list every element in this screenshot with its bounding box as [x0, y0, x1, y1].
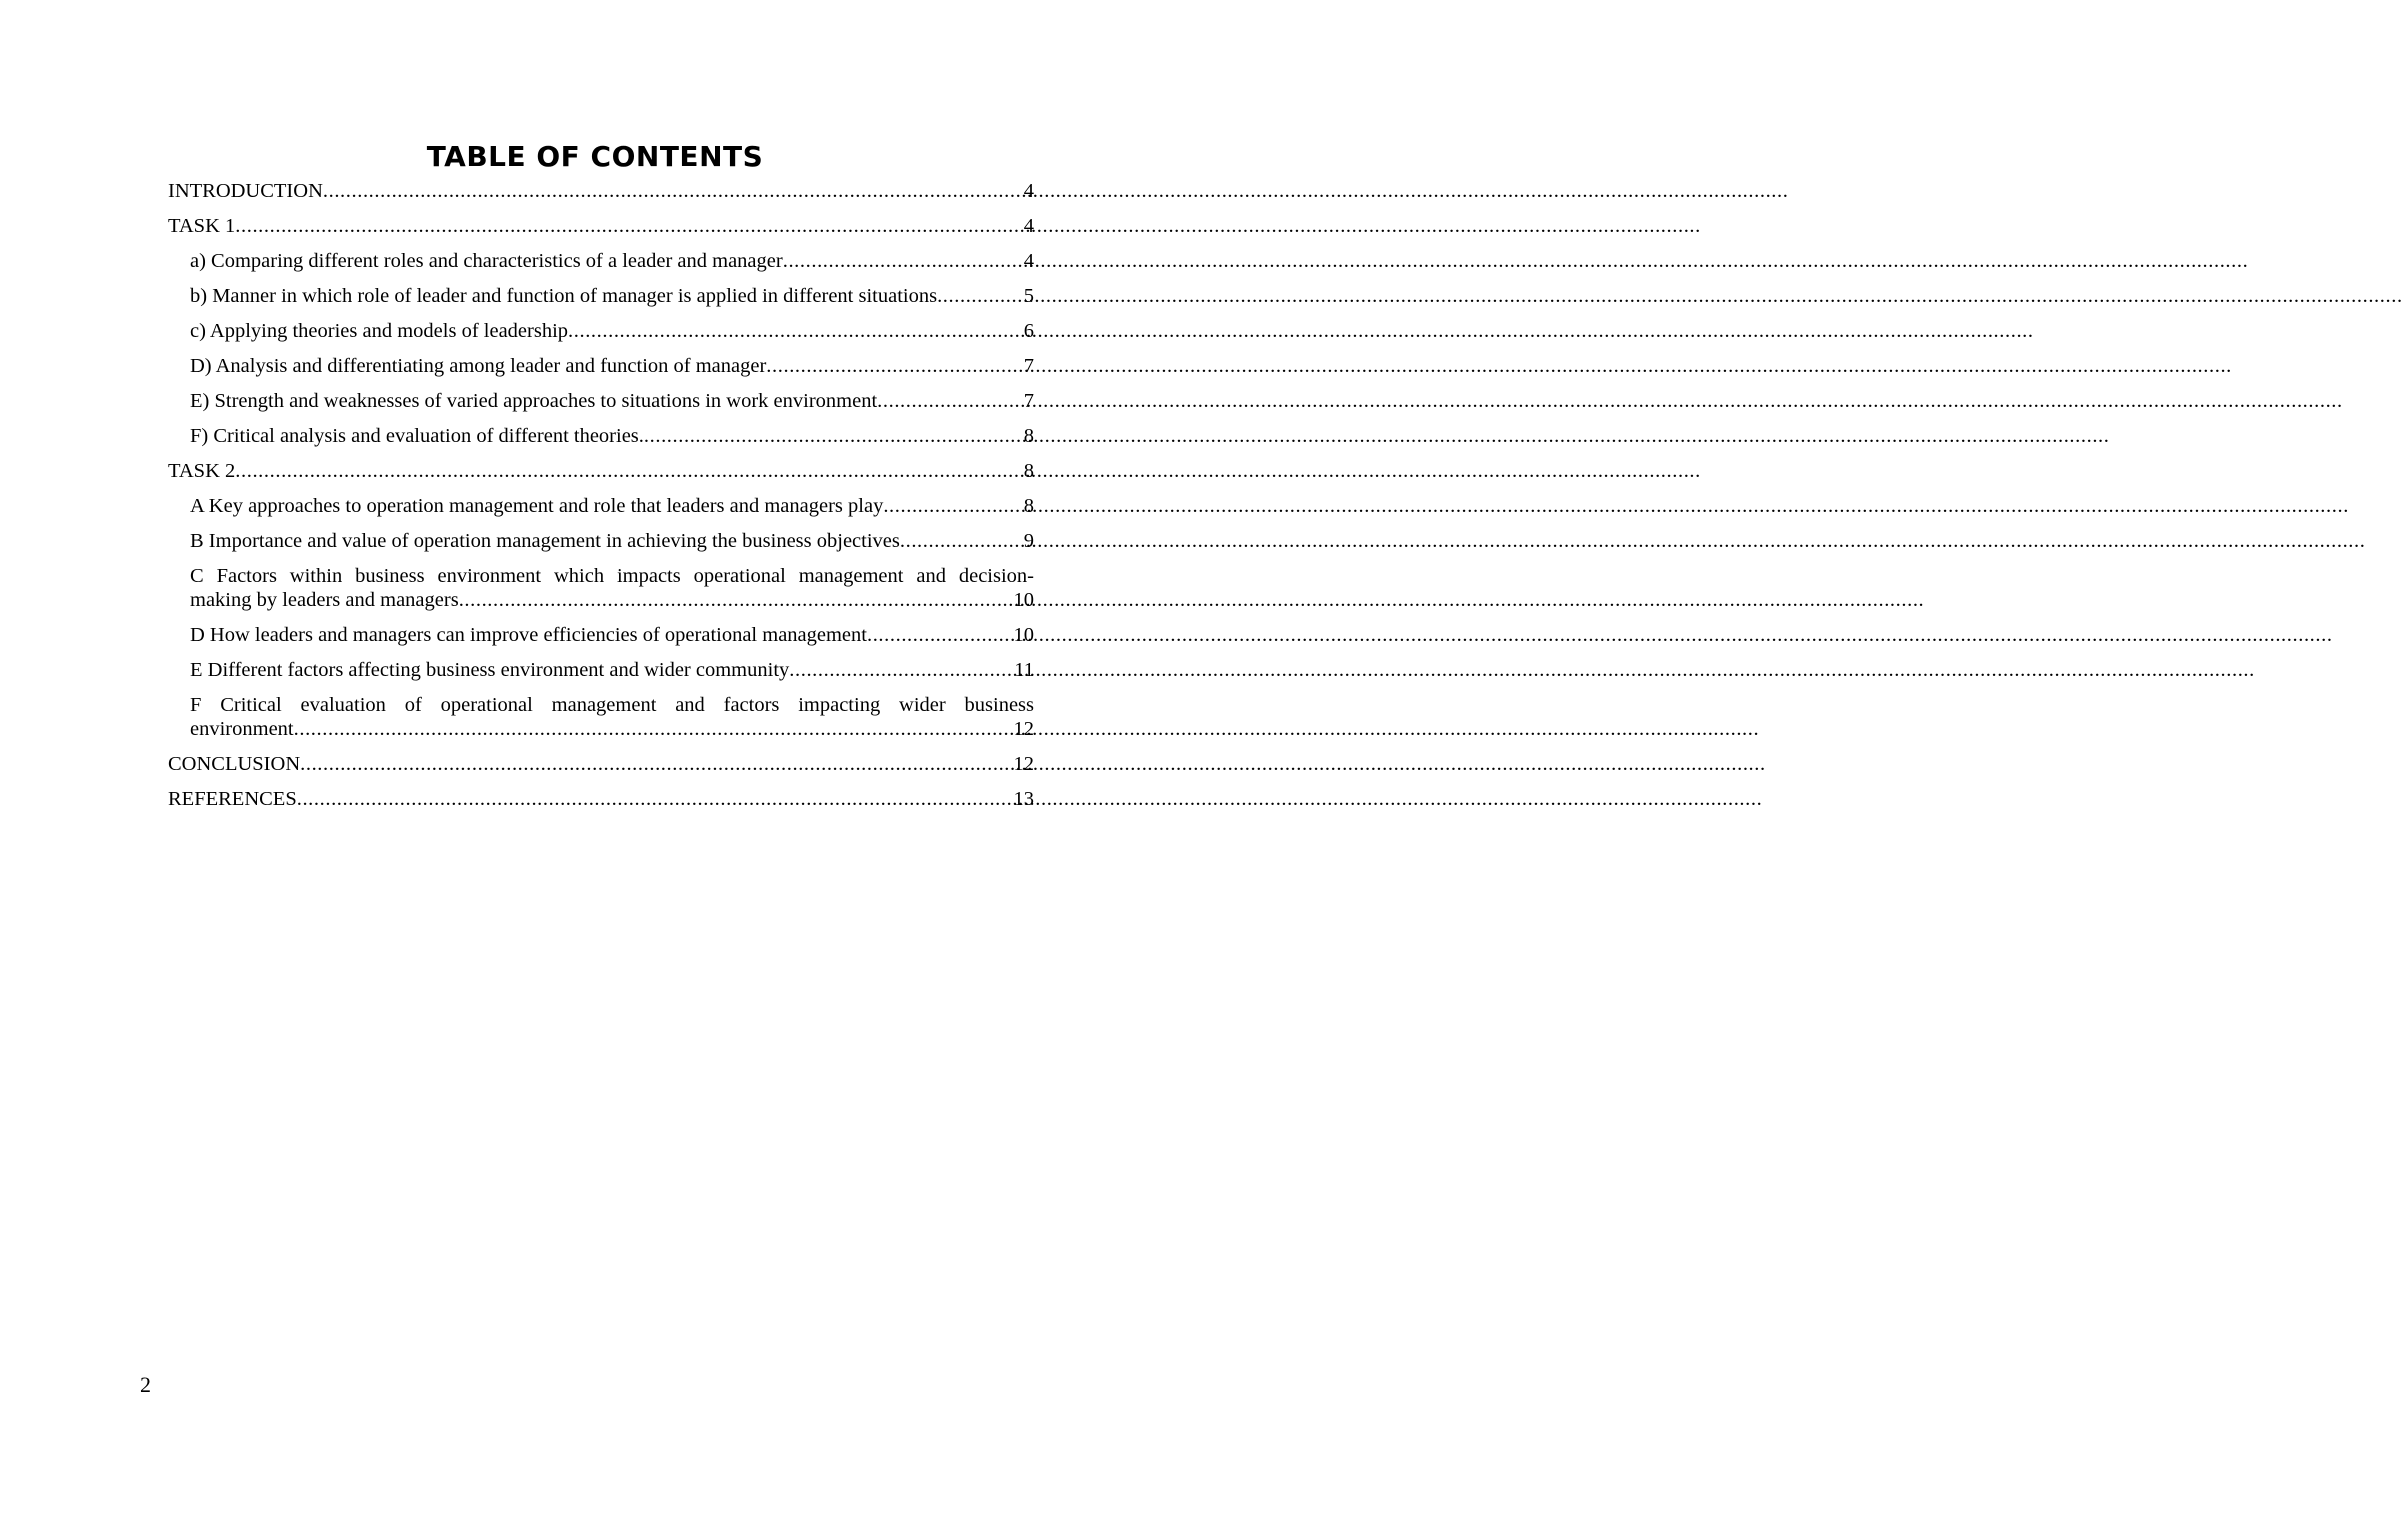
toc-page-number: 13	[1013, 788, 1034, 810]
dot-leader	[300, 752, 1011, 776]
toc-entry-label: TASK 1	[168, 215, 236, 237]
dot-leader	[235, 214, 1021, 238]
toc-page-number: 11	[1014, 659, 1034, 681]
dot-leader	[235, 459, 1021, 483]
toc-entry-label: E Different factors affecting business environment and wider community	[190, 659, 790, 681]
toc-entry-label: B Importance and value of operation management in achieving the business objectives	[190, 530, 900, 552]
toc-page-number: 5	[1023, 285, 1034, 307]
dot-leader	[297, 787, 1012, 811]
toc-entry-label: a) Comparing different roles and characteristics of a leader and manager	[190, 250, 783, 272]
toc-page-number: 8	[1023, 495, 1034, 517]
toc-entry-task-1-b[interactable]	[168, 284, 1034, 308]
toc-entry-task-1-c[interactable]	[168, 319, 1034, 343]
toc-entry-label: D) Analysis and differentiating among leader and function of manager	[190, 355, 767, 377]
toc-entry-label: INTRODUCTION	[168, 180, 323, 202]
toc-entry-task-2-f[interactable]	[168, 693, 1034, 741]
toc-entry-introduction[interactable]	[168, 179, 1034, 203]
dot-leader	[883, 494, 1021, 518]
toc-entry-task-1[interactable]	[168, 214, 1034, 238]
toc-entry-task-1-f[interactable]	[168, 424, 1034, 448]
toc-entry-task-2-a[interactable]	[168, 494, 1034, 518]
dot-leader	[867, 623, 1012, 647]
toc-entry-label: E) Strength and weaknesses of varied approaches to situations in work environment	[190, 390, 878, 412]
toc-entry-task-2-b[interactable]	[168, 529, 1034, 553]
toc-page-number: 9	[1023, 530, 1034, 552]
dot-leader	[937, 284, 1022, 308]
toc-entry-label-line-2: environment	[190, 718, 294, 740]
dot-leader	[766, 354, 1021, 378]
toc-entry-label: D How leaders and managers can improve efficiencies of operational management	[190, 624, 867, 646]
dot-leader	[323, 179, 1022, 203]
toc-page-number: 12	[1013, 753, 1034, 775]
toc-entry-label: TASK 2	[168, 460, 236, 482]
toc-page-number: 12	[1013, 718, 1034, 740]
toc-entry-references[interactable]	[168, 787, 1034, 811]
toc-entry-task-1-a[interactable]	[168, 249, 1034, 273]
page-number: 2	[140, 1372, 151, 1397]
toc-page-number: 10	[1013, 624, 1034, 646]
toc-entry-task-2[interactable]	[168, 459, 1034, 483]
dot-leader	[644, 424, 1022, 448]
toc-entry-label: c) Applying theories and models of leadership	[190, 320, 569, 342]
toc-entry-label-line-1: F Critical evaluation of operational management and factors impacting wider business	[190, 694, 1034, 716]
toc-entry-task-1-e[interactable]	[168, 389, 1034, 413]
dot-leader	[568, 319, 1022, 343]
toc-entry-label: b) Manner in which role of leader and function of manager is applied in different situations	[190, 285, 938, 307]
toc-entry-label: F) Critical analysis and evaluation of different theories.	[190, 425, 644, 447]
toc-entry-task-2-d[interactable]	[168, 623, 1034, 647]
toc-page-number: 4	[1023, 215, 1034, 237]
toc-page-number: 7	[1023, 355, 1034, 377]
toc-page-number: 8	[1023, 425, 1034, 447]
dot-leader	[459, 588, 1012, 612]
toc-entry-label-line-2: making by leaders and managers	[190, 589, 459, 611]
dot-leader	[789, 658, 1012, 682]
toc-page-number: 10	[1013, 589, 1034, 611]
toc-entry-label: REFERENCES	[168, 788, 297, 810]
table-of-contents	[168, 179, 1034, 822]
dot-leader	[783, 249, 1022, 273]
dot-leader	[294, 717, 1012, 741]
toc-entry-task-2-e[interactable]	[168, 658, 1034, 682]
toc-page-number: 6	[1023, 320, 1034, 342]
toc-entry-label-line-1: C Factors within business environment which impacts operational management and decision-	[190, 565, 1034, 587]
toc-page-number: 4	[1023, 180, 1034, 202]
dot-leader	[900, 529, 1022, 553]
toc-page-number: 7	[1023, 390, 1034, 412]
dot-leader	[877, 389, 1022, 413]
toc-page-number: 4	[1023, 250, 1034, 272]
toc-entry-label: A Key approaches to operation management and role that leaders and managers play	[190, 495, 884, 517]
toc-entry-label: CONCLUSION	[168, 753, 301, 775]
toc-page-number: 8	[1023, 460, 1034, 482]
toc-entry-task-1-d[interactable]	[168, 354, 1034, 378]
page-title: TABLE OF CONTENTS	[426, 140, 764, 173]
toc-entry-conclusion[interactable]	[168, 752, 1034, 776]
toc-entry-task-2-c[interactable]	[168, 564, 1034, 612]
